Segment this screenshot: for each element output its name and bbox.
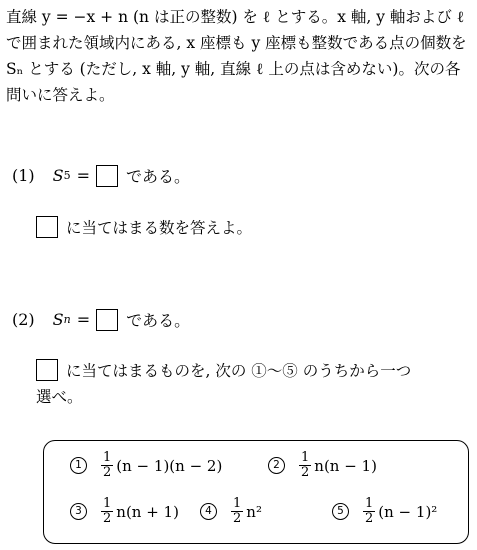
choice-4 (200, 497, 262, 526)
choice-2-marker: 2 (268, 457, 285, 474)
question-2 (12, 308, 190, 331)
question-2-equals: = (76, 310, 91, 329)
answer-box-1 (96, 165, 118, 187)
question-2-number: (2) (12, 310, 35, 329)
choice-3 (70, 497, 179, 526)
choice-3-expression: n(n + 1) (116, 502, 179, 521)
question-1-note (36, 216, 252, 238)
problem-statement: 直線 y = −x + n (n は正の整数) を ℓ とする。x 軸, y 軸および ℓ で囲まれた領域内にある, x 座標も y 座標も整数である点の個数を Sₙ とする (ただし, x 軸, y 軸, 直線 ℓ 上の点は含めない)。次の各問いに答えよ。 (6, 8, 467, 104)
choice-4-fraction: $\frac{1}{2}$ (233, 496, 242, 526)
choice-5 (332, 497, 437, 526)
question-2-note-text: に当てはまるものを, 次の ①〜⑤ のうちから一つ (66, 362, 412, 380)
choice-1 (70, 451, 222, 480)
answer-box-2 (96, 309, 118, 331)
choice-4-expression: n² (246, 502, 262, 521)
answer-box-2-ref (36, 359, 58, 381)
question-1-equals: = (76, 166, 91, 185)
choice-2 (268, 451, 377, 480)
question-1-subscript: 5 (63, 169, 71, 182)
question-1-tail: である。 (126, 167, 191, 186)
question-2-note (36, 359, 411, 381)
choices-box (43, 440, 469, 544)
question-2-lhs: S (52, 310, 64, 329)
question-2-subscript: n (63, 313, 71, 326)
question-1 (12, 164, 190, 187)
choice-3-fraction: $\frac{1}{2}$ (103, 496, 112, 526)
question-1-number: (1) (12, 166, 35, 185)
choice-4-marker: 4 (200, 503, 217, 520)
choice-5-fraction: $\frac{1}{2}$ (365, 496, 374, 526)
answer-box-1-ref (36, 216, 58, 238)
question-2-tail: である。 (126, 311, 191, 330)
question-2-note-line2: 選べ。 (36, 388, 83, 406)
choice-1-marker: 1 (70, 457, 87, 474)
choice-2-expression: n(n − 1) (314, 456, 377, 475)
choice-5-expression: (n − 1)² (378, 502, 438, 521)
question-1-note-text: に当てはまる数を答えよ。 (66, 219, 253, 237)
choice-3-marker: 3 (70, 503, 87, 520)
question-1-lhs: S (52, 166, 64, 185)
choice-1-fraction: $\frac{1}{2}$ (103, 450, 112, 480)
choice-1-expression: (n − 1)(n − 2) (116, 456, 223, 475)
choice-2-fraction: $\frac{1}{2}$ (301, 450, 310, 480)
choice-5-marker: 5 (332, 503, 349, 520)
